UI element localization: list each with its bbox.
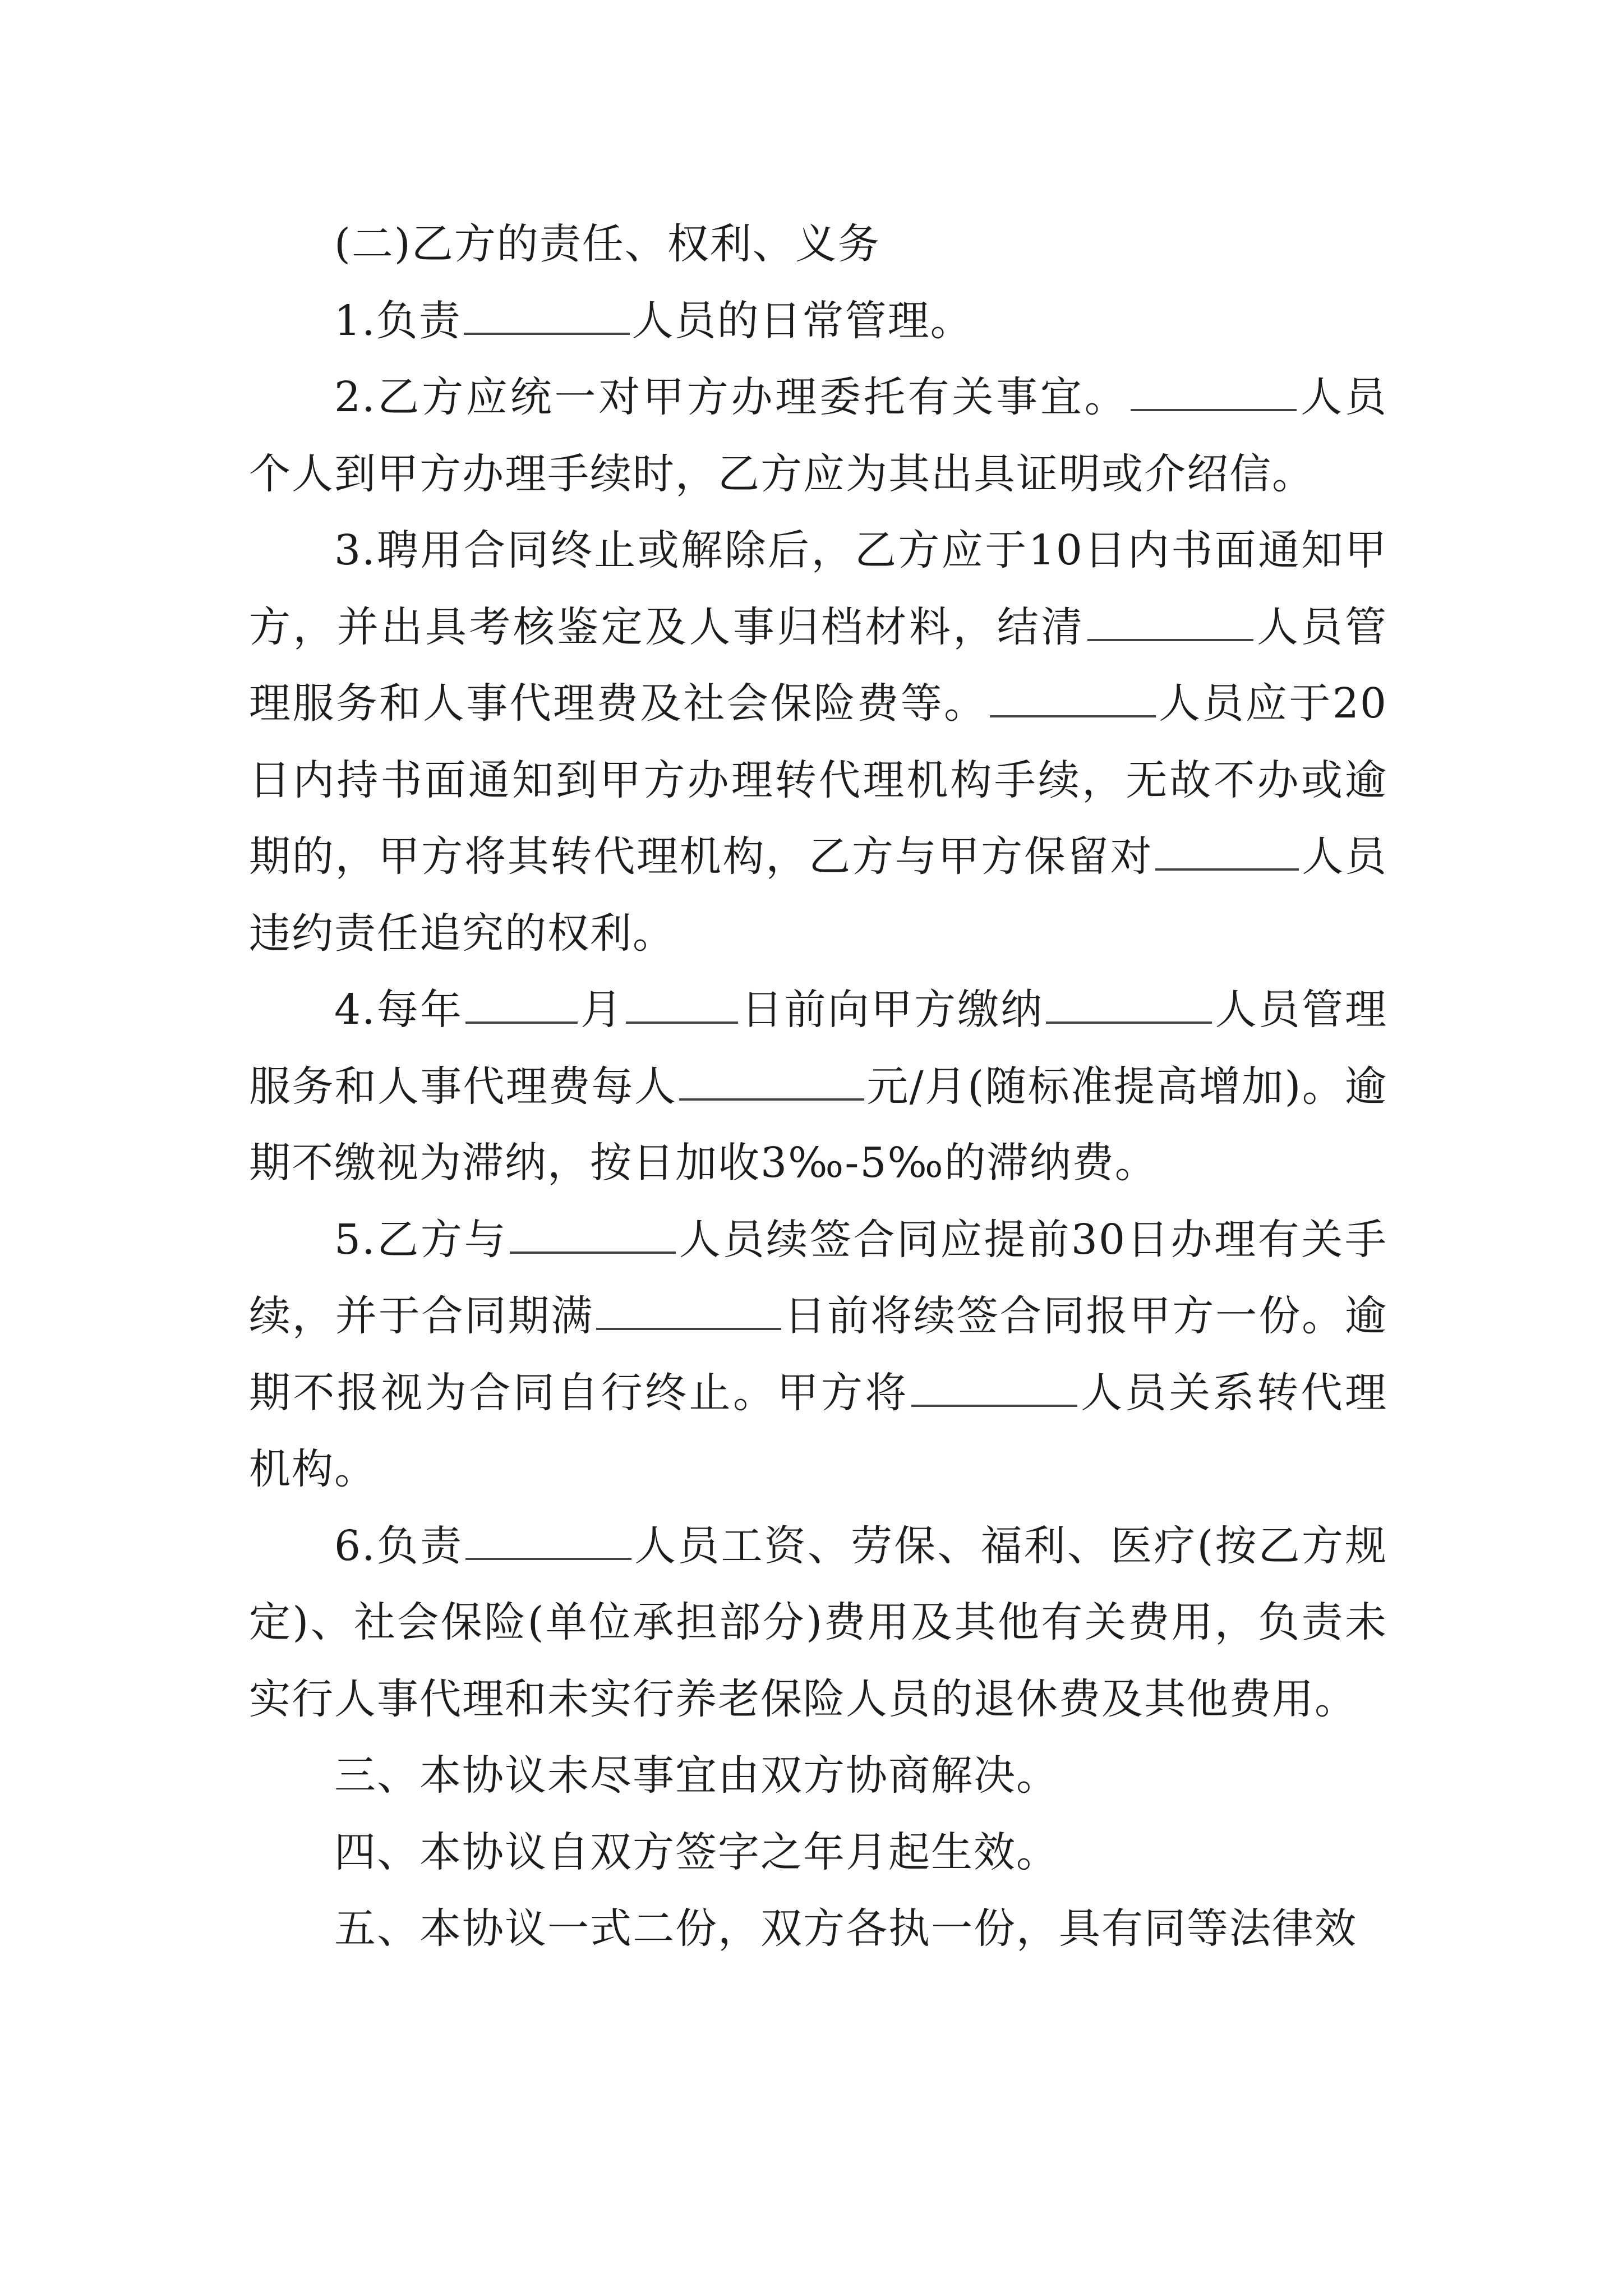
item-6-text-b: 人员工资、劳保、福利、医疗(按乙方规定)、社会保险(单位承担部分)费用及其他有关费用，负责未实行人事代理和未实行养老保险人员的退休费及其他费用。: [249, 1521, 1387, 1723]
item-4-text-c: 日前向甲方缴纳: [740, 986, 1044, 1034]
item-3-text-a: 3.聘用合同终止或解除后，乙方应于10日内书面通知甲方，并出具考核鉴定及人事归档材料，结清: [249, 526, 1387, 651]
item-1-text-b: 人员的日常管理。: [631, 296, 973, 345]
clause-item-5: [249, 1202, 1387, 1508]
blank-fill-line: [626, 988, 738, 1024]
clause-four-text: 四、本协议自双方签字之年月起生效。: [334, 1828, 1059, 1876]
item-4-text-d: 人员管理服务和人事代理费每人: [249, 986, 1387, 1111]
item-1-text-a: 1.负责: [334, 296, 462, 345]
clause-item-2: [249, 359, 1387, 512]
clause-three: [249, 1737, 1387, 1814]
item-3-text-b: 人员管理服务和人事代理费及社会保险费等。: [249, 602, 1388, 728]
blank-fill-line: [1046, 988, 1212, 1024]
blank-fill-line: [465, 1524, 631, 1560]
clause-item-4: [249, 972, 1387, 1202]
item-4-text-e: 元/月(随标准提高增加)。逾期不缴视为滞纳，按日加收3‰-5‰的滞纳费。: [249, 1062, 1388, 1187]
blank-fill-line: [1131, 375, 1297, 411]
blank-fill-line: [1155, 835, 1299, 871]
item-4-text-b: 月: [580, 986, 624, 1034]
item-4-text-a: 4.每年: [334, 986, 464, 1034]
clause-five-text: 五、本协议一式二份，双方各执一份，具有同等法律效: [334, 1904, 1357, 1953]
blank-fill-line: [679, 1065, 864, 1101]
blank-fill-line: [1087, 605, 1253, 641]
section-heading-text: (二)乙方的责任、权利、义务: [334, 220, 880, 268]
item-5-text-c: 日前将续签合同报甲方一份。逾期不报视为合同自行终止。甲方将: [249, 1292, 1388, 1417]
item-5-text-d: 人员关系转代理机构。: [249, 1368, 1388, 1493]
blank-fill-line: [596, 1294, 781, 1330]
item-2-text-a: 2.乙方应统一对甲方办理委托有关事宜。: [334, 373, 1129, 421]
clause-item-1: [249, 283, 1387, 360]
item-6-text-a: 6.负责: [334, 1521, 464, 1570]
clause-five: [249, 1890, 1387, 1967]
clause-item-6: [249, 1508, 1387, 1738]
item-5-text-a: 5.乙方与: [334, 1215, 508, 1264]
blank-fill-line: [990, 682, 1156, 717]
item-2-text-b: 人员个人到甲方办理手续时，乙方应为其出具证明或介绍信。: [249, 373, 1387, 498]
item-3-text-d: 人员违约责任追究的权利。: [249, 832, 1388, 958]
document-body: [249, 206, 1387, 1967]
section-heading: [249, 206, 1387, 283]
blank-fill-line: [465, 988, 578, 1024]
blank-fill-line: [510, 1218, 676, 1254]
blank-fill-line: [464, 299, 630, 335]
blank-fill-line: [911, 1371, 1077, 1407]
clause-four: [249, 1814, 1387, 1891]
item-3-text-c: 人员应于20日内持书面通知到甲方办理转代理机构手续，无故不办或逾期的，甲方将其转代理机构，乙方与甲方保留对: [249, 679, 1387, 881]
item-5-text-b: 人员续签合同应提前30日办理有关手续，并于合同期满: [249, 1215, 1387, 1340]
clause-item-3: [249, 512, 1387, 972]
clause-three-text: 三、本协议未尽事宜由双方协商解决。: [334, 1751, 1059, 1800]
